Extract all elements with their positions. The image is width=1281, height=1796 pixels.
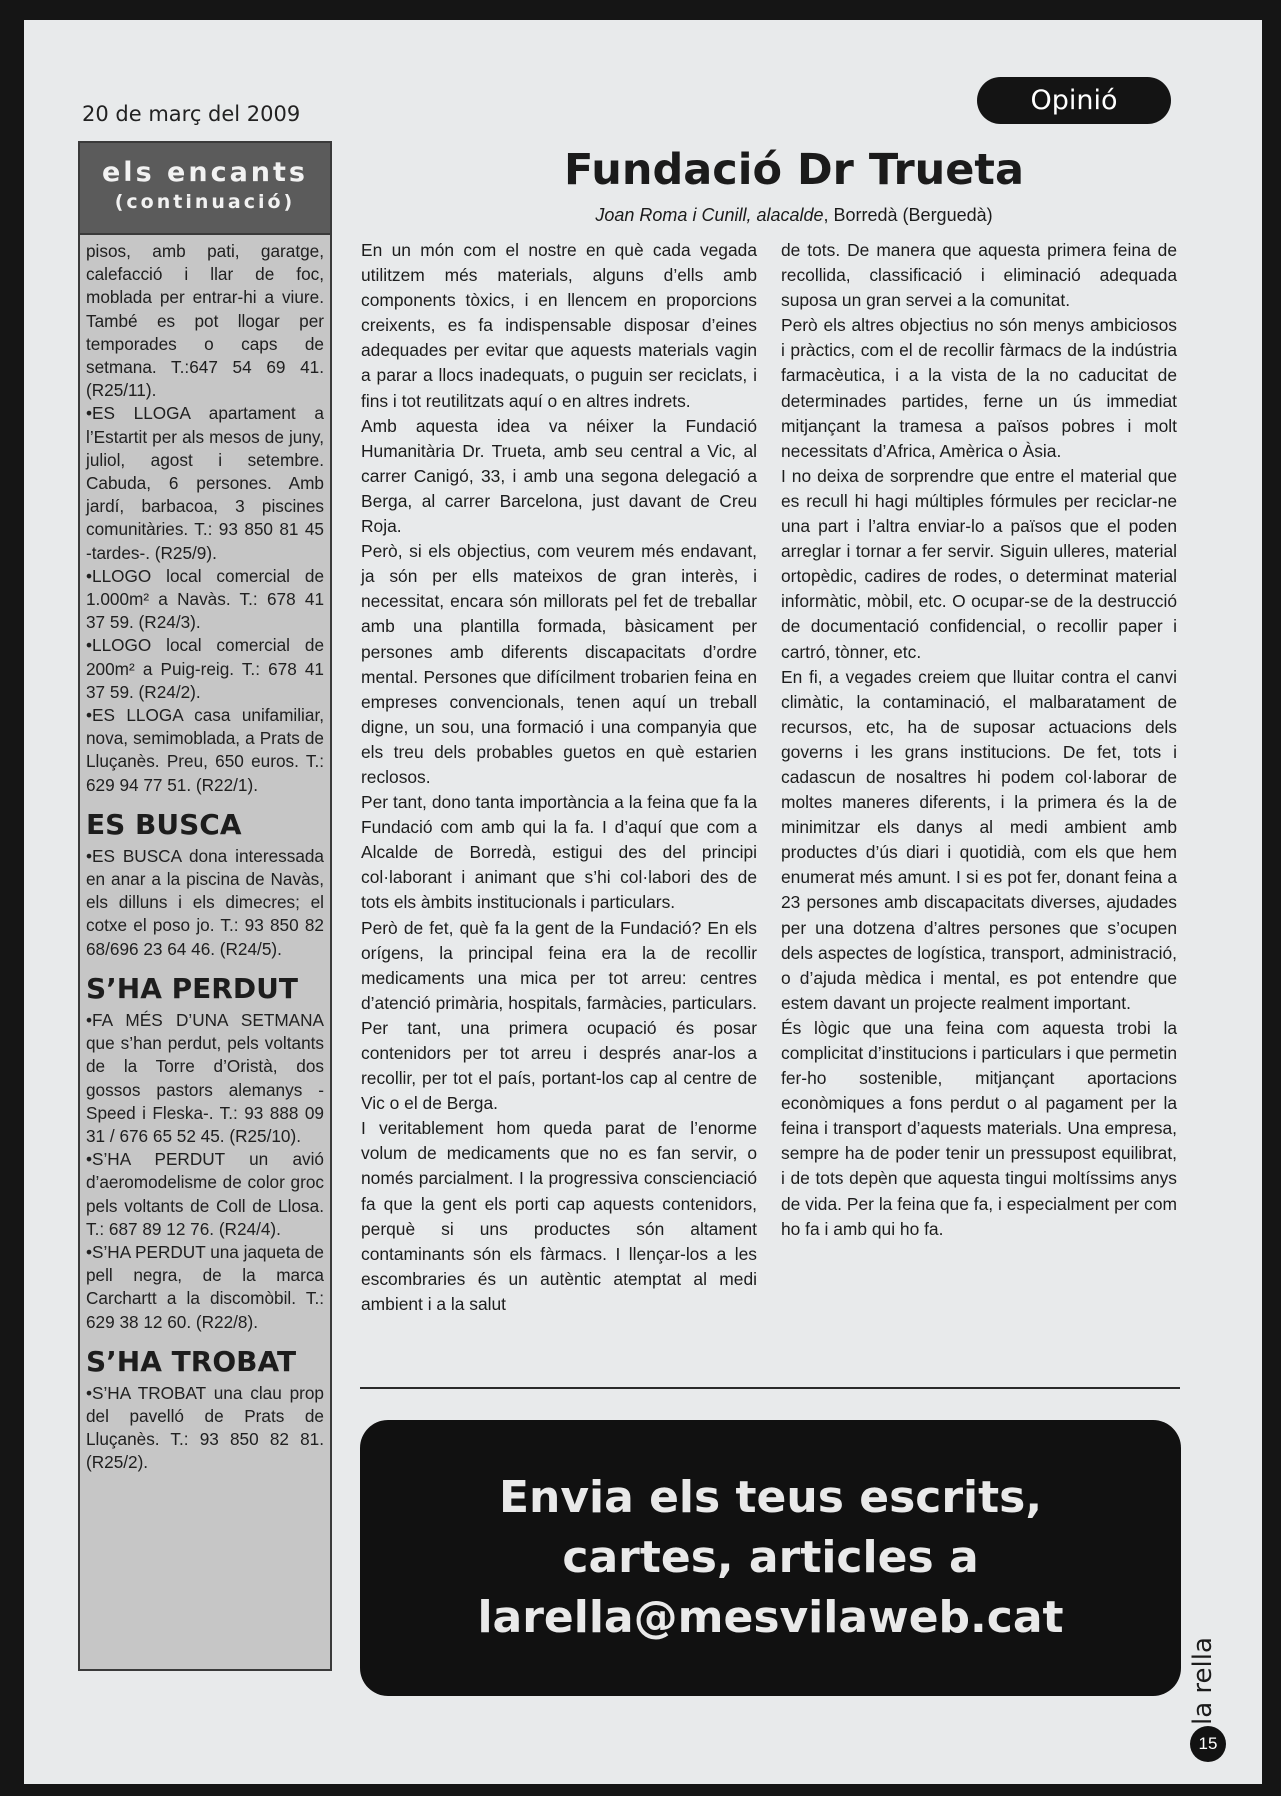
classified-ad: •FA MÉS D’UNA SETMANA que s’han perdut, pels voltants de la Torre d’Oristà, dos gossos pastors alemanys -Speed i Fleska-. T.: 93 888 09 31 / 676 65 52 45. (R25/10). <box>86 1009 324 1146</box>
classified-ad: •ES BUSCA dona interessada en anar a la piscina de Navàs, els dilluns i els dimecres; el cotxe el poso jo. T.: 93 850 82 68/696 23 64 46. (R24/5). <box>86 845 324 959</box>
banner-email: larella@mesvilaweb.cat <box>477 1592 1064 1643</box>
article-paragraph: I no deixa de sorprendre que entre el material que es recull hi hagi múltiples fórmules per reciclar-ne una part i l’altra enviar-lo a països que el poden arreglar i tornar a fer servir. Siguin ulleres, material ortopèdic, cadires de rodes, o determinat material informàtic, mòbil, etc. O ocupar-se de la destrucció de documentació confidencial, o recollir paper i cartró, tònner, etc. <box>781 465 1177 662</box>
banner-line-2: cartes, articles a <box>562 1532 979 1583</box>
classifieds-body <box>80 235 330 1475</box>
issue-date: 20 de març del 2009 <box>82 102 301 126</box>
category-heading-es-busca: ES BUSCA <box>86 807 242 841</box>
category-heading-sha-perdut: S’HA PERDUT <box>86 971 298 1005</box>
article-paragraph: de tots. De manera que aquesta primera feina de recollida, classificació i eliminació adequada suposa un gran servei a la comunitat. <box>781 240 1177 311</box>
submission-banner <box>360 1420 1181 1696</box>
page-number: 15 <box>1190 1726 1226 1762</box>
article-paragraph: És lògic que una feina com aquesta trobi la complicitat d’institucions i particulars i que permetin fer-ho sostenible, mitjançant aportacions econòmiques a fons perdut o al pagament per la feina i transport d’aquests materials. Una empresa, sempre ha de poder tenir un pressupost equilibrat, i de tots depèn que aquesta tingui moltíssims anys de vida. Per la feina que fa, i especialment per com ho fa i amb qui ho fa. <box>781 1017 1177 1239</box>
article-title: Fundació Dr Trueta <box>563 145 1025 195</box>
article-divider <box>360 1387 1180 1389</box>
article-byline <box>364 203 1224 227</box>
article-paragraph: En fi, a vegades creiem que lluitar contra el canvi climàtic, la contaminació, el malbaratament de recursos, etc, ha de suposar actuacions dels governs i les grans institucions. De fet, tots i cadascun de nosaltres hi podem col·laborar de moltes maneres diferents, i la primera és la de minimitzar els danys al medi ambient amb productes d’ús diari i quotidià, com els que hem enumerat més amunt. I si es pot fer, donant feina a 23 persones amb discapacitats diverses, ajudades per una dotzena d’altres persones que s’ocupen dels aspectes de logística, transport, administració, o d’ajuda mèdica i mental, es pot entendre que estem davant un projecte realment important. <box>781 666 1177 1013</box>
article-paragraph: Per tant, dono tanta importància a la feina que fa la Fundació com amb qui la fa. I d’aquí que com a Alcalde de Borredà, estigui des del principi col·laborant i animant que s’hi col·labori des de tots els àmbits institucionals i particulars. <box>361 792 757 913</box>
article-paragraph: En un món com el nostre en què cada vegada utilitzem més materials, alguns d’ells amb components tòxics, i en llencem en proporcions creixents, es fa indispensable disposar d’eines adequades per evitar que aquests materials vagin a parar a llocs inadequats, o puguin ser reciclats, i fins i tot reutilitzats aquí o en altres indrets. <box>361 240 757 411</box>
article-paragraph: Però els altres objectius no són menys ambiciosos i pràctics, com el de recollir fàrmacs de la indústria farmacèutica, i a la vista de la no caducitat de determinades partides, ferne un ús immediat mitjançant la tramesa a països pobres i molt necessitats d’Africa, Amèrica o Àsia. <box>781 315 1177 461</box>
article-paragraph: Però, si els objectius, com veurem més endavant, ja són per ells mateixos de gran interès, i necessitat, encara són millorats pel fet de treballar amb una plantilla formada, bàsicament per persones amb diferents discapacitats d’ordre mental. Persones que difícilment trobarien feina en empreses convencionals, tenen aquí un treball digne, un sou, una formació i una companyia que els treu dels probables guetos en què estarien reclosos. <box>361 541 757 787</box>
classifieds-sidebar <box>78 141 332 1671</box>
classifieds-header <box>80 143 330 235</box>
classified-ad: pisos, amb pati, garatge, calefacció i llar de foc, moblada per entrar-hi a viure. També es pot llogar per temporades o caps de setmana. T.:647 54 69 41. (R25/11). <box>86 241 324 401</box>
article-column-2 <box>781 238 1177 1242</box>
classified-ad: •ES LLOGA casa unifamiliar, nova, semimoblada, a Prats de Lluçanès. Preu, 650 euros. T.: 629 94 77 51. (R22/1). <box>86 705 324 795</box>
byline-place: , Borredà (Berguedà) <box>823 205 993 225</box>
article-paragraph: Però de fet, què fa la gent de la Fundació? En els orígens, la principal feina era la de recollir medicaments una mica per tot arreu: centres d’atenció primària, hospitals, farmàcies, particulars. Per tant, una primera ocupació és posar contenidors per tot arreu i després anar-los a recollir, per tot el país, portant-los cap al centre de Vic o el de Berga. <box>361 917 757 1114</box>
classified-ad: •S’HA TROBAT una clau prop del pavelló de Prats de Lluçanès. T.: 93 850 82 81. (R25/2). <box>86 1382 324 1473</box>
classified-ad: •LLOGO local comercial de 200m² a Puig-reig. T.: 678 41 37 59. (R24/2). <box>86 635 324 702</box>
classifieds-subtitle: (continuació) <box>114 191 296 213</box>
banner-line-1: Envia els teus escrits, <box>498 1472 1043 1523</box>
magazine-name: la rella <box>1188 1637 1218 1725</box>
article-paragraph: Amb aquesta idea va néixer la Fundació Humanitària Dr. Trueta, amb seu central a Vic, al carrer Canigó, 33, i amb una segona delegació a Berga, al carrer Barcelona, just davant de Creu Roja. <box>361 415 757 537</box>
classified-ad: •LLOGO local comercial de 1.000m² a Navàs. T.: 678 41 37 59. (R24/3). <box>86 565 324 633</box>
newspaper-page <box>24 20 1262 1784</box>
article-column-1 <box>361 238 757 1317</box>
category-heading-sha-trobat: S’HA TROBAT <box>86 1344 297 1378</box>
article-paragraph: I veritablement hom queda parat de l’enorme volum de medicaments que no es fan servir, o només parcialment. I la progressiva conscienciació fa que la gent els porti cap aquests contenidors, perquè si uns productes són altament contaminants són els fàrmacs. I llençar-los a les escombraries és un autèntic atemptat al medi ambient i a la salut <box>361 1118 757 1314</box>
classifieds-title: els encants <box>102 157 308 188</box>
classified-ad: •ES LLOGA apartament a l’Estartit per als mesos de juny, juliol, agost i setembre. Cabuda, 6 persones. Amb jardí, barbacoa, 3 piscines comunitàries. T.: 93 850 81 45 -tardes-. (R25/9). <box>86 403 324 563</box>
classified-ad: •S’HA PERDUT una jaqueta de pell negra, de la marca Carchartt a la discomòbil. T.: 629 38 12 60. (R22/8). <box>86 1241 324 1332</box>
byline-author: Joan Roma i Cunill, alacalde <box>595 205 824 225</box>
classified-ad: •S’HA PERDUT un avió d’aeromodelisme de color groc pels voltants de Coll de Llosa. T.: 687 89 12 76. (R24/4). <box>86 1149 324 1239</box>
section-label: Opinió <box>977 77 1171 124</box>
